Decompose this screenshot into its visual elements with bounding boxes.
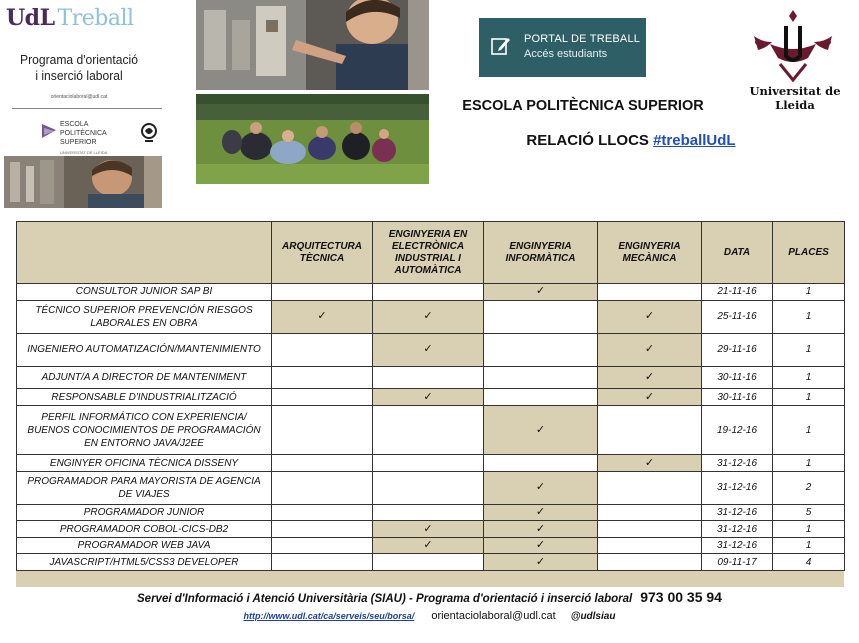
empty-cell [598,504,702,521]
table-row [17,300,845,333]
empty-cell [272,389,373,406]
table-row [17,521,845,538]
job-position: ADJUNT/A A DIRECTOR DE MANTENIMENT [17,366,272,389]
empty-cell [272,366,373,389]
check-icon: ✓ [373,333,484,366]
check-icon: ✓ [373,521,484,538]
empty-cell [373,366,484,389]
check-icon: ✓ [484,284,598,301]
job-position: PROGRAMADOR JUNIOR [17,504,272,521]
empty-cell [484,389,598,406]
footer-url-link[interactable]: http://www.udl.cat/ca/serveis/seu/borsa/ [243,611,415,621]
jobs-table-container [16,221,844,587]
job-places: 5 [773,504,845,521]
header-arquitectura: ARQUITECTURA TÈCNICA [272,222,373,284]
table-body [17,284,845,571]
empty-cell [598,554,702,571]
job-position: JAVASCRIPT/HTML5/CSS3 DEVELOPER [17,554,272,571]
check-icon: ✓ [484,405,598,455]
empty-cell [272,504,373,521]
empty-cell [598,284,702,301]
flyer-student-photo [4,156,162,208]
flyer-divider [12,108,162,109]
empty-cell [484,455,598,472]
jobs-table [16,221,845,571]
header-mecanica: ENGINYERIA MECÀNICA [598,222,702,284]
job-position: PERFIL INFORMÁTICO CON EXPERIENCIA/ BUENOS CONOCIMIENTOS DE PROGRAMACIÓN EN ENTORNO JAVA/J2EE [17,405,272,455]
table-row [17,504,845,521]
table-row [17,455,845,472]
table-row [17,366,845,389]
empty-cell [598,405,702,455]
campus-lawn-photo [196,94,429,184]
quality-seal-icon [140,122,158,144]
job-places: 1 [773,521,845,538]
university-name: Universitat de Lleida [749,84,841,112]
header-places: PLACES [773,222,845,284]
table-header-row [17,222,845,284]
udl-treball-logo: UdL Treball [6,5,134,31]
job-places: 1 [773,300,845,333]
empty-cell [373,284,484,301]
school-title: ESCOLA POLITÈCNICA SUPERIOR [462,98,704,114]
empty-cell [272,471,373,504]
job-position: ENGINYER OFICINA TÈCNICA DISSENY [17,455,272,472]
empty-cell [484,300,598,333]
check-icon: ✓ [598,366,702,389]
program-flyer [4,2,162,208]
empty-cell [272,554,373,571]
empty-cell [373,504,484,521]
check-icon: ✓ [373,389,484,406]
job-position: PROGRAMADOR COBOL-CICS-DB2 [17,521,272,538]
check-icon: ✓ [484,471,598,504]
lab-students-photo [196,0,429,90]
job-places: 4 [773,554,845,571]
hashtag-link[interactable]: #treballUdL [653,132,736,149]
job-date: 19-12-16 [702,405,773,455]
footer-twitter-link[interactable]: @udlsiau [570,611,616,622]
portal-title: PORTAL DE TREBALL [524,33,641,45]
job-position: CONSULTOR JUNIOR SAP BI [17,284,272,301]
job-places: 1 [773,284,845,301]
job-position: INGENIERO AUTOMATIZACIÓN/MANTENIMIENTO [17,333,272,366]
job-date: 09-11-17 [702,554,773,571]
check-icon: ✓ [373,537,484,554]
table-row [17,333,845,366]
edit-icon [491,36,511,56]
job-date: 31-12-16 [702,455,773,472]
empty-cell [484,333,598,366]
header-informatica: ENGINYERIA INFORMÀTICA [484,222,598,284]
job-position: RESPONSABLE D'INDUSTRIALITZACIÓ [17,389,272,406]
job-places: 1 [773,405,845,455]
header-electronica: ENGINYERIA EN ELECTRÒNICA INDUSTRIAL I AUTOMÀTICA [373,222,484,284]
empty-cell [373,554,484,571]
empty-cell [373,471,484,504]
check-icon: ✓ [484,554,598,571]
empty-cell [598,471,702,504]
eps-logo-icon [40,120,58,142]
table-row [17,471,845,504]
footer-email-link[interactable]: orientaciolaboral@udl.cat [431,610,556,622]
table-row [17,389,845,406]
header-position [17,222,272,284]
table-footer-band [16,571,844,587]
empty-cell [272,455,373,472]
table-row [17,405,845,455]
empty-cell [272,521,373,538]
job-places: 1 [773,389,845,406]
empty-cell [373,455,484,472]
job-portal-button[interactable] [479,18,646,77]
empty-cell [272,405,373,455]
empty-cell [272,284,373,301]
job-date: 21-11-16 [702,284,773,301]
check-icon: ✓ [373,300,484,333]
job-date: 31-12-16 [702,504,773,521]
check-icon: ✓ [598,389,702,406]
empty-cell [272,333,373,366]
job-date: 29-11-16 [702,333,773,366]
page-title: RELACIÓ LLOCS #treballUdL [526,132,736,149]
job-position: TÉCNICO SUPERIOR PREVENCIÓN RIESGOS LABORALES EN OBRA [17,300,272,333]
job-places: 1 [773,537,845,554]
job-places: 2 [773,471,845,504]
job-places: 1 [773,455,845,472]
check-icon: ✓ [598,300,702,333]
table-row [17,537,845,554]
job-position: PROGRAMADOR PARA MAYORISTA DE AGENCIA DE VIAJES [17,471,272,504]
footer-service: Servei d'Informació i Atenció Universitària (SIAU) - Programa d'orientació i inserció laboral 973 00 35 94 [137,589,722,605]
flyer-title: Programa d'orientació i inserció laboral [20,52,138,83]
check-icon: ✓ [598,455,702,472]
empty-cell [484,366,598,389]
empty-cell [373,405,484,455]
check-icon: ✓ [484,537,598,554]
check-icon: ✓ [272,300,373,333]
footer-contacts [0,610,859,622]
table-row [17,284,845,301]
job-date: 30-11-16 [702,389,773,406]
portal-subtitle: Accés estudiants [524,48,608,60]
job-date: 31-12-16 [702,471,773,504]
empty-cell [598,537,702,554]
check-icon: ✓ [484,504,598,521]
job-date: 31-12-16 [702,537,773,554]
job-places: 1 [773,366,845,389]
check-icon: ✓ [598,333,702,366]
empty-cell [598,521,702,538]
flyer-email: orientaciolaboral@udl.cat [50,94,108,100]
footer-phone: 973 00 35 94 [640,589,722,605]
empty-cell [272,537,373,554]
check-icon: ✓ [484,521,598,538]
table-row [17,554,845,571]
university-emblem-icon [750,8,836,82]
job-position: PROGRAMADOR WEB JAVA [17,537,272,554]
job-date: 30-11-16 [702,366,773,389]
flyer-school-name: ESCOLA POLITÈCNICA SUPERIOR UNIVERSITAT DE LLEIDA [60,121,108,155]
header-data: DATA [702,222,773,284]
job-places: 1 [773,333,845,366]
job-date: 31-12-16 [702,521,773,538]
job-date: 25-11-16 [702,300,773,333]
